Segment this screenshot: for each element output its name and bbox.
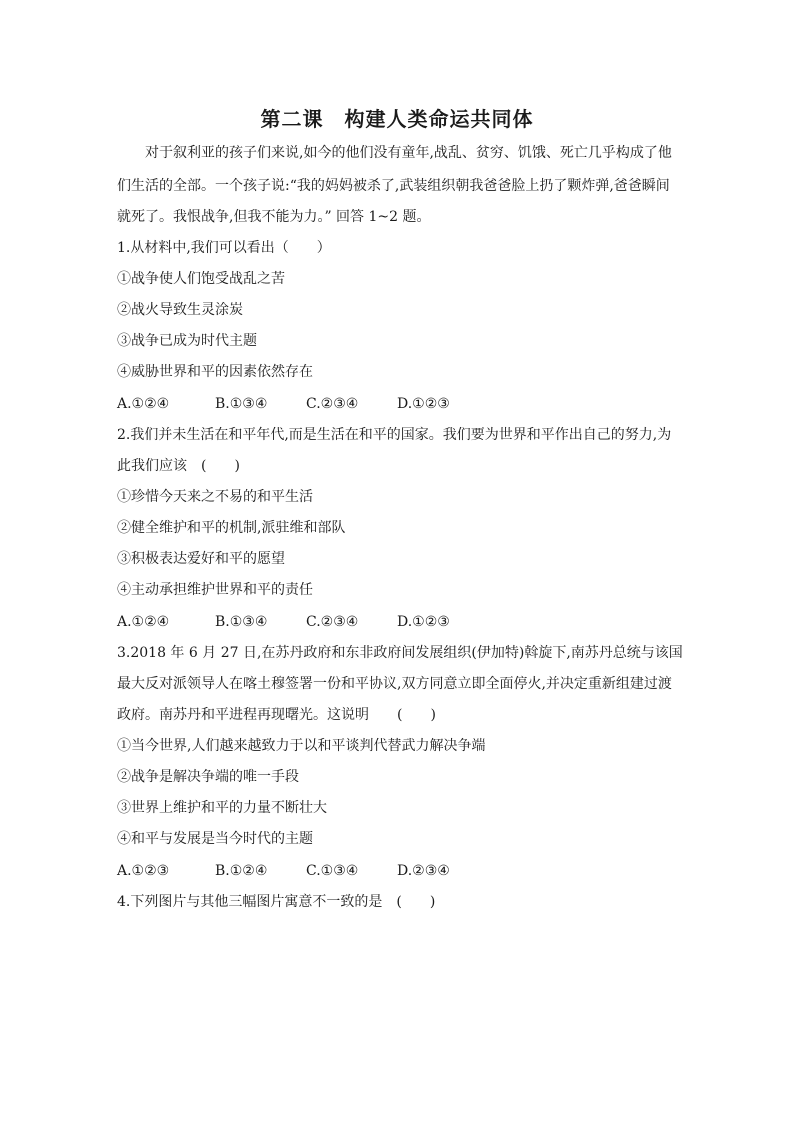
- question-1-item: ①战争使人们饱受战乱之苦: [117, 271, 285, 287]
- question-1-item: ④威胁世界和平的因素依然存在: [117, 364, 313, 380]
- option-d[interactable]: D.①②③: [397, 396, 450, 412]
- question-3-stem: 政府。南苏丹和平进程再现曙光。这说明 ( ): [117, 707, 436, 723]
- question-1-item: ②战火导致生灵涂炭: [117, 302, 243, 318]
- question-1-item: ③战争已成为时代主题: [117, 333, 257, 349]
- option-b[interactable]: B.①③④: [215, 614, 268, 630]
- question-1-options: [117, 394, 450, 414]
- question-3-item: ②战争是解决争端的唯一手段: [117, 769, 299, 785]
- option-b[interactable]: B.①③④: [215, 396, 268, 412]
- option-a[interactable]: A.①②④: [117, 614, 170, 630]
- option-c[interactable]: C.①③④: [306, 863, 359, 879]
- question-3-item: ①当今世界,人们越来越致力于以和平谈判代替武力解决争端: [117, 738, 486, 754]
- option-b[interactable]: B.①②④: [215, 863, 268, 879]
- page-title: 第二课 构建人类命运共同体: [260, 107, 534, 131]
- question-3-stem: 3.2018 年 6 月 27 日,在苏丹政府和东非政府间发展组织(伊加特)斡旋下,南苏丹总统与该国: [117, 645, 683, 661]
- question-2-item: ②健全维护和平的机制,派驻维和部队: [117, 520, 346, 536]
- question-2-item: ①珍惜今天来之不易的和平生活: [117, 489, 313, 505]
- intro-line: 们生活的全部。一个孩子说:“我的妈妈被杀了,武装组织朝我爸爸脸上扔了颗炸弹,爸爸瞬间: [117, 178, 670, 194]
- question-2-stem: 此我们应该 ( ): [117, 458, 240, 474]
- option-a[interactable]: A.①②③: [117, 863, 170, 879]
- question-2-item: ③积极表达爱好和平的愿望: [117, 551, 285, 567]
- option-d[interactable]: D.②③④: [397, 863, 450, 879]
- question-2-item: ④主动承担维护世界和平的责任: [117, 582, 313, 598]
- question-3-stem: 最大反对派领导人在喀土穆签署一份和平协议,双方同意立即全面停火,并决定重新组建过渡: [117, 676, 672, 692]
- question-3-item: ③世界上维护和平的力量不断壮大: [117, 800, 327, 816]
- intro-line: 对于叙利亚的孩子们来说,如今的他们没有童年,战乱、贫穷、饥饿、死亡几乎构成了他: [145, 145, 672, 161]
- option-d[interactable]: D.①②③: [397, 614, 450, 630]
- question-3-item: ④和平与发展是当今时代的主题: [117, 831, 313, 847]
- question-4-stem: 4.下列图片与其他三幅图片寓意不一致的是 ( ): [117, 894, 436, 910]
- question-3-options: [117, 861, 450, 881]
- question-1-stem: 1.从材料中,我们可以看出（ ）: [117, 240, 331, 256]
- intro-line: 就死了。我恨战争,但我不能为力。” 回答 1~2 题。: [117, 209, 431, 225]
- question-2-options: [117, 612, 450, 632]
- option-a[interactable]: A.①②④: [117, 396, 170, 412]
- question-2-stem: 2.我们并未生活在和平年代,而是生活在和平的国家。我们要为世界和平作出自己的努力,为: [117, 427, 672, 443]
- option-c[interactable]: C.②③④: [306, 614, 359, 630]
- option-c[interactable]: C.②③④: [306, 396, 359, 412]
